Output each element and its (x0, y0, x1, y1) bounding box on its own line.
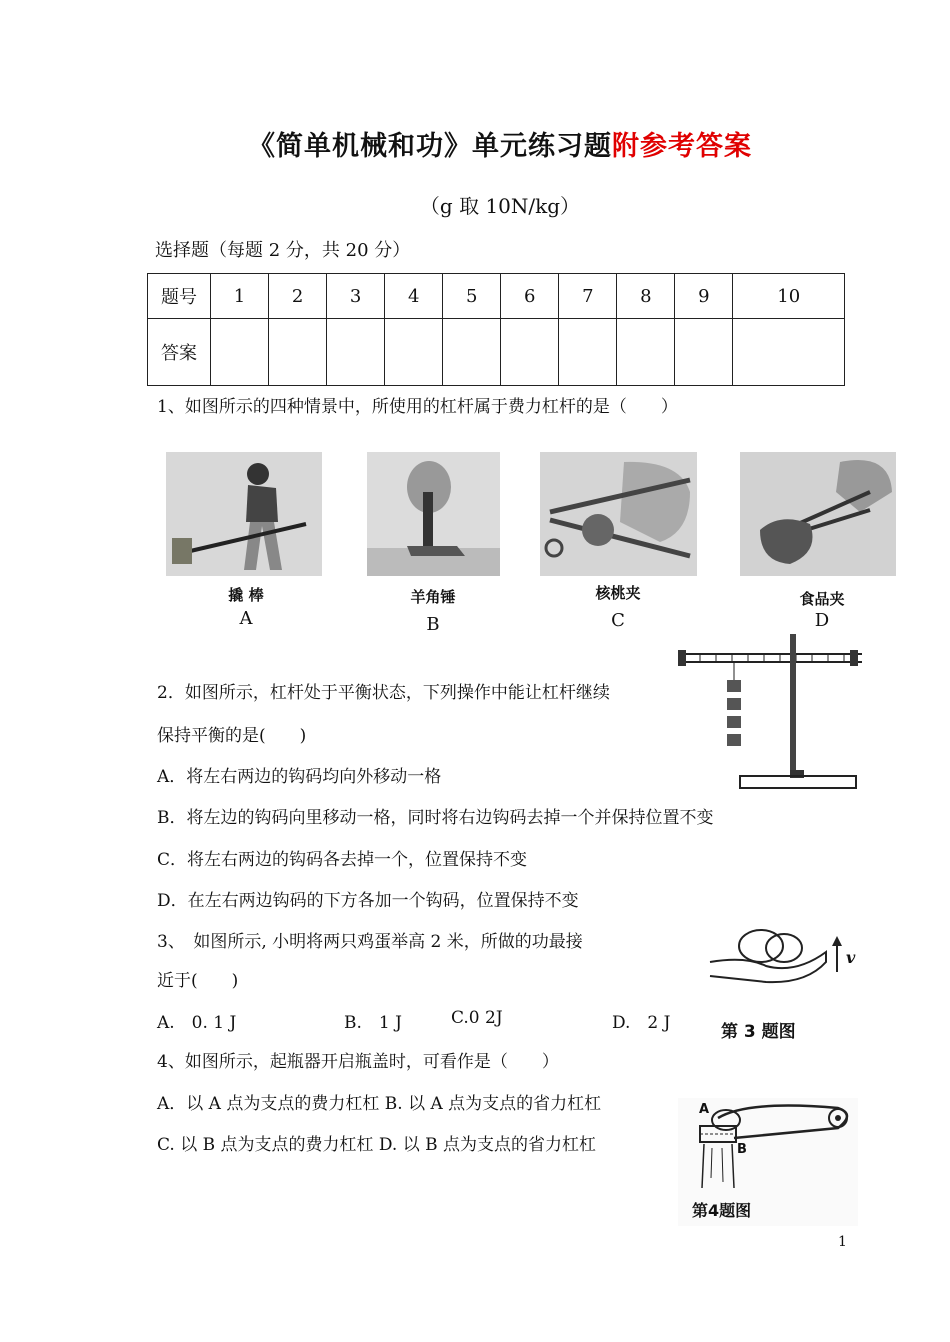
q2-text-line1: 2．如图所示，杠杆处于平衡状态，下列操作中能让杠杆继续 (157, 683, 610, 703)
hammer-image (367, 452, 500, 576)
image-caption-b: 羊角锤 (410, 588, 456, 606)
table-cell: 10 (733, 274, 845, 319)
table-header-cell: 题号 (148, 274, 211, 319)
q4-text: 4、如图所示，起瓶器开启瓶盖时，可看作是（ ） (157, 1052, 559, 1072)
table-cell: 6 (501, 274, 559, 319)
table-row (148, 319, 845, 386)
page-number: 1 (838, 1234, 847, 1250)
figure-3-caption: 第 3 题图 (721, 1022, 796, 1042)
q1-text: 1、如图所示的四种情景中，所使用的杠杆属于费力杠杆的是（ ） (157, 397, 678, 417)
answer-cell (733, 319, 845, 386)
answer-table (147, 273, 845, 386)
q4-options-line1: A．以 A 点为支点的费力杠杠 B. 以 A 点为支点的省力杠杠 (157, 1094, 602, 1114)
answer-cell (559, 319, 617, 386)
title-main: 《简单机械和功》单元练习题 (248, 131, 612, 162)
section-heading: 选择题（每题 2 分，共 20 分） (155, 240, 411, 261)
q2-option-d: D．在左右两边钩码的下方各加一个钩码，位置保持不变 (157, 891, 579, 911)
velocity-label: v (846, 948, 856, 967)
lever-balance-figure (672, 630, 862, 795)
q4-options-line2: C. 以 B 点为支点的费力杠杠 D. 以 B 点为支点的省力杠杠 (157, 1135, 597, 1155)
answer-cell (385, 319, 443, 386)
answer-cell (675, 319, 733, 386)
table-cell: 4 (385, 274, 443, 319)
q3-option-d: D. 2 J (612, 1013, 671, 1033)
hand-eggs-figure (706, 922, 856, 992)
q3-option-b: B. 1 J (344, 1013, 402, 1033)
image-caption-c: 核桃夹 (595, 584, 641, 602)
answer-cell (327, 319, 385, 386)
table-cell: 8 (617, 274, 675, 319)
q3-text-line1: 3、 如图所示, 小明将两只鸡蛋举高 2 米，所做的功最接 (157, 932, 583, 952)
title-highlight: 附参考答案 (612, 131, 752, 162)
q3-option-a: A. 0. 1 J (157, 1013, 237, 1033)
point-a-label: A (699, 1102, 710, 1117)
answer-cell (269, 319, 327, 386)
image-letter-a: A (239, 608, 253, 629)
image-caption-a: 撬 棒 (228, 586, 264, 604)
table-cell: 3 (327, 274, 385, 319)
table-cell: 1 (211, 274, 269, 319)
table-cell: 7 (559, 274, 617, 319)
image-caption-d: 食品夹 (799, 590, 845, 608)
q2-option-c: C．将左右两边的钩码各去掉一个，位置保持不变 (157, 850, 528, 870)
q2-option-a: A．将左右两边的钩码均向外移动一格 (157, 767, 442, 787)
image-letter-b: B (426, 614, 440, 635)
food-tongs-image (740, 452, 896, 576)
answer-cell (501, 319, 559, 386)
q3-text-line2: 近于( ) (157, 971, 239, 991)
table-header-cell: 答案 (148, 319, 211, 386)
table-cell: 9 (675, 274, 733, 319)
table-cell: 2 (269, 274, 327, 319)
nutcracker-image (540, 452, 697, 576)
table-row (148, 274, 845, 319)
subtitle: （g 取 10N/kg） (419, 194, 581, 218)
q2-text-line2: 保持平衡的是( ) (157, 726, 307, 746)
crowbar-image (166, 452, 322, 576)
answer-cell (617, 319, 675, 386)
image-letter-c: C (611, 610, 625, 631)
figure-4-caption: 第4题图 (692, 1201, 752, 1220)
answer-cell (443, 319, 501, 386)
image-letter-d: D (814, 610, 830, 631)
point-b-label: B (737, 1142, 747, 1157)
q3-option-c: C.0 2J (451, 1008, 503, 1028)
page-title (0, 124, 950, 163)
answer-cell (211, 319, 269, 386)
table-cell: 5 (443, 274, 501, 319)
q2-option-b: B．将左边的钩码向里移动一格，同时将右边钩码去掉一个并保持位置不变 (157, 808, 714, 828)
